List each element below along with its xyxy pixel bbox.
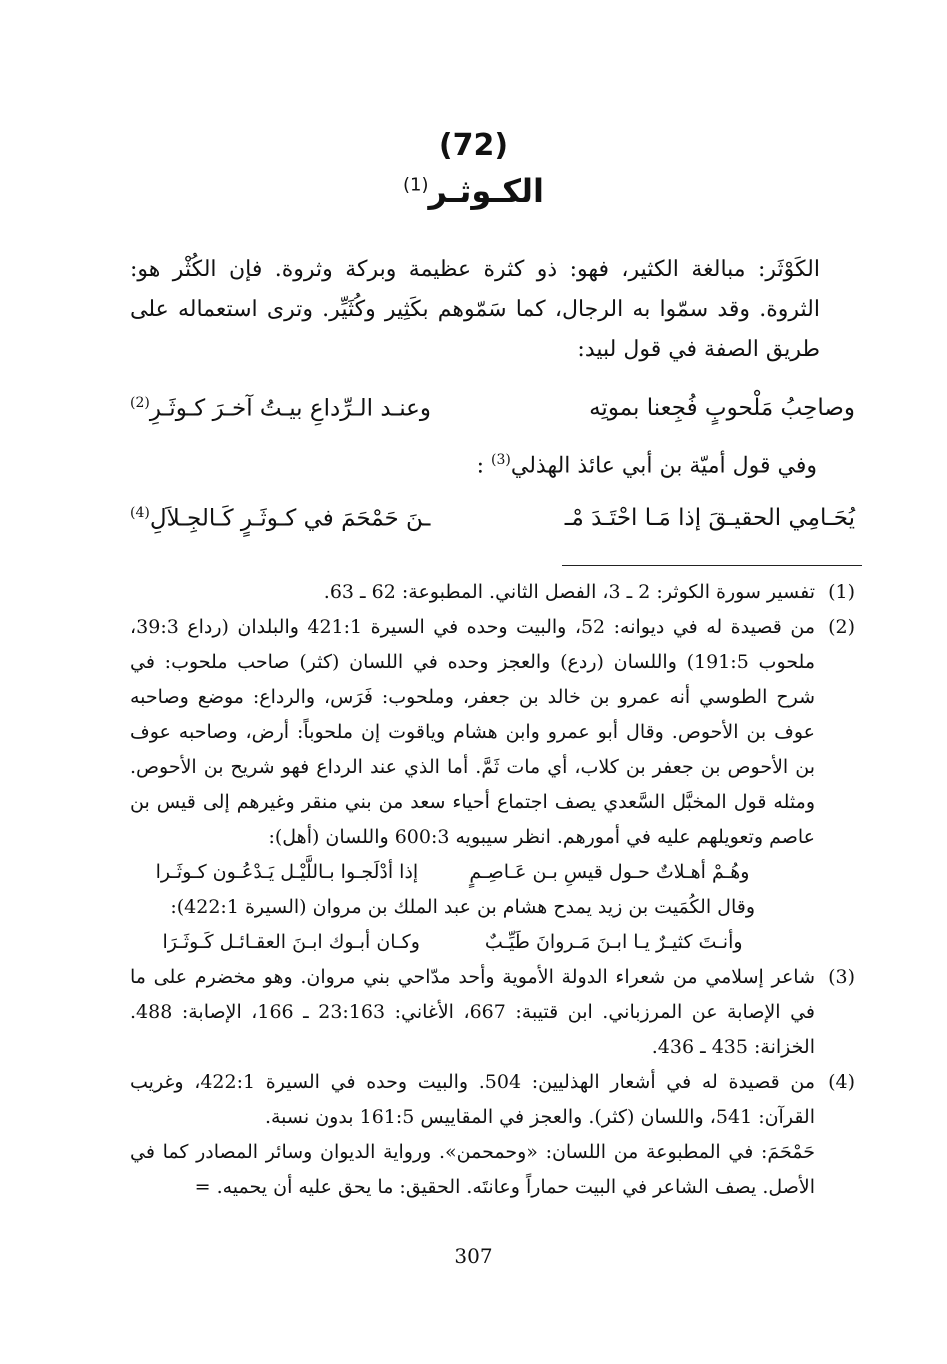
footnote-4-body [130, 1065, 815, 1205]
chapter-number: (72) [438, 128, 509, 163]
footnote-2-verse-1 [130, 855, 815, 890]
verse-umayya-ref: (4) [130, 505, 150, 521]
footnote-divider [562, 565, 862, 566]
footnote-2-verse-1-second: إذا أدْلَجـوا بـاللَّيْـل يَـدْعُـون كـوثَـرا [155, 861, 419, 883]
footnote-2-kumayt-intro: وقال الكُمَيت بن زيد يمدح هشام بن عبد الملك بن مروان (السيرة 422:1): [170, 896, 755, 918]
verse-labid-second-hemistich: وعنـد الـرِّداعِ بيـتُ آخـرَ كـوثَـرِ [149, 395, 431, 422]
footnote-4 [130, 1065, 855, 1205]
title-footnote-ref: (1) [403, 174, 429, 196]
footnote-3-text: شاعر إسلامي من شعراء الدولة الأموية وأحد مدّاحي بني مروان. وهو مخضرم على ما في الإصابة عن المرزباني. ابن قتيبة: 667، الأغاني: 23:163 ـ 166، الإصابة: 488. الخزانة: 435 ـ 436. [130, 966, 815, 1058]
verse-umayya-first-hemistich: يُحَـامِي الحقيـقَ إذا مَـا احْتَـدَ مْـ [564, 505, 855, 531]
footnote-2-text: من قصيدة له في ديوانه: 52، والبيت وحده في السيرة 421:1 والبلدان (رداع 39:3، ملحوب 191:5) واللسان (ردع) والعجز وحده في اللسان (كثر) صاحب ملحوب: في شرح الطوسي أنه عمرو بن خالد بن جعفر، وملحوب: فَرَس، والرداع: موضع وصاحبه عوف بن الأحوص. وقال أبو عمرو وابن هشام وياقوت إن ملحوباً: أرض، وصاحبه عوف بن الأحوص بن جعفر بن كلاب، أي مات ثَمَّ. أما الذي عند الرداع فهو شريح بن الأحوص. ومثله قول المخبَّل السَّعدي يصف اجتماع أحياء سعد من بني منقر وغيرهم إلى قيس بن عاصم وتعويلهم عليه في أمورهم. انظر سيبويه 600:3 واللسان (أهل): [130, 616, 815, 848]
verse-labid-second-hemistich-wrap [130, 395, 431, 422]
footnote-2-verse-2-second: وكـان أبـوك ابـنَ العقـائـل كَـوثَـرَا [162, 931, 420, 953]
footnote-2-number: (2) [828, 616, 855, 638]
page-number: 307 [454, 1244, 493, 1268]
verse-labid [130, 395, 855, 422]
footnote-4-extra: حَمْحَمَ: في المطبوعة من اللسان: «وحمحمن». ورواية الديوان وسائر المصادر كما في الأصل. يصف الشاعر في البيت حماراً وعانتَه. الحقيق: ما يحق عليه أن يحميه. = [130, 1141, 815, 1198]
footnote-1 [130, 575, 855, 610]
footnote-2-body [130, 610, 815, 960]
verse-labid-first-hemistich: وصاحِبُ مَلْحوبٍ فُجِعنا بموتِه [589, 395, 855, 421]
chapter-title [0, 172, 947, 210]
umayya-intro-ref: (3) [491, 452, 511, 468]
footnote-4-number: (4) [828, 1071, 855, 1093]
title-text: الكـوثـر [428, 172, 544, 210]
footnote-3 [130, 960, 855, 1065]
footnote-2 [130, 610, 855, 960]
footnote-1-text: تفسير سورة الكوثر: 2 ـ 3، الفصل الثاني. المطبوعة: 62 ـ 63. [323, 581, 815, 603]
footnote-1-number: (1) [828, 581, 855, 603]
footnotes [130, 575, 855, 1205]
verse-labid-ref: (2) [130, 395, 150, 411]
footnote-4-text: من قصيدة له في أشعار الهذليين: 504. والبيت وحده في السيرة 422:1، وغريب القرآن: 541، واللسان (كثر). والعجز في المقاييس 161:5 بدون نسبة. [130, 1071, 816, 1128]
verse-umayya-second-hemistich-wrap [130, 505, 430, 532]
umayya-intro-colon: : [476, 453, 485, 479]
umayya-intro-text: وفي قول أميّة بن أبي عائذ الهذلي [510, 453, 817, 479]
footnote-2-verse-2 [130, 925, 815, 960]
umayya-intro [477, 452, 817, 478]
verse-umayya-second-hemistich: ـنَ حَمْحَمَ في كـوثَـرٍ كَـالجِـلاَلِ [149, 505, 431, 532]
verse-umayya [130, 505, 855, 532]
footnote-2-verse-1-first: وهُـمْ أهـلاتٌ حـول قيسِ بـن عَـاصِـمٍ [469, 861, 750, 883]
intro-paragraph: الكَوْثَر: مبالغة الكثير، فهو: ذو كثرة عظيمة وبركة وثروة. فإن الكُثْر هو: الثروة. وقد سمّوا به الرجال، كما سَمّوهم بكَثِير وكُثَيِّر. وترى استعماله على طريق الصفة في قول لبيد: [130, 257, 820, 362]
footnote-2-verse-2-first: وأنـتَ كثيـرٌ يـا ابـنَ مَـروانَ طَيِّـبٌ [484, 931, 743, 953]
footnote-3-number: (3) [828, 966, 855, 988]
